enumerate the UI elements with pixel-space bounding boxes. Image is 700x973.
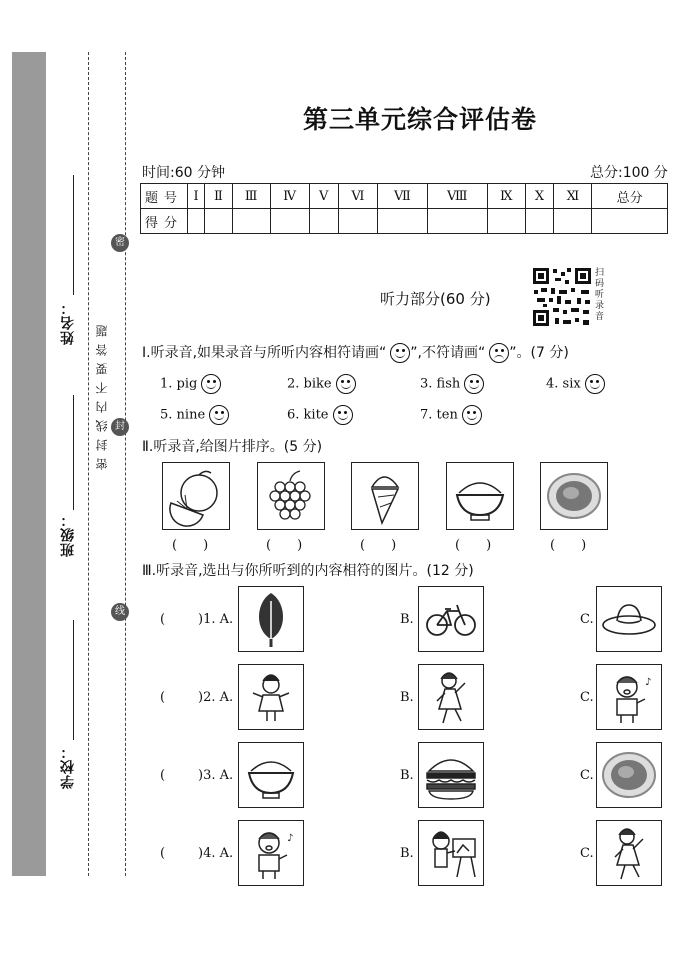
- section3-title: Ⅲ.听录音,选出与你所听到的内容相符的图片。(12 分): [142, 563, 474, 579]
- score-table: [140, 183, 668, 234]
- name-blank: [73, 175, 74, 295]
- section1-title-suffix: ”。(7 分): [509, 345, 569, 361]
- col-3: Ⅲ: [232, 184, 270, 209]
- listen-item-word: 6. kite: [287, 407, 329, 423]
- col-2: Ⅱ: [205, 184, 233, 209]
- score-cell: [427, 209, 487, 234]
- order-blank[interactable]: ( ): [550, 538, 587, 553]
- dashed-line-outer: [88, 52, 89, 876]
- class-blank: [73, 395, 74, 510]
- score-cell: [487, 209, 525, 234]
- score-cell: [592, 209, 668, 234]
- listen-item: [546, 374, 605, 394]
- score-cell: [270, 209, 309, 234]
- bicycle-image: [418, 586, 484, 652]
- seal-mark-mid: 封: [111, 418, 129, 436]
- col-6: Ⅵ: [338, 184, 377, 209]
- girl-drawing-image: [418, 820, 484, 886]
- col-11: Ⅺ: [554, 184, 592, 209]
- option-c-label: C.: [580, 612, 594, 627]
- score-cell: [205, 209, 233, 234]
- seal-mark-bottom: 线: [111, 603, 129, 621]
- rice-bowl-image: [446, 462, 514, 530]
- boy-singing-image: [596, 664, 662, 730]
- row-label-score: 得分: [141, 209, 188, 234]
- smiley-face-icon: [390, 343, 410, 363]
- orange-image: [162, 462, 230, 530]
- smiley-face-icon[interactable]: [462, 405, 482, 425]
- smiley-face-icon[interactable]: [201, 374, 221, 394]
- listen-item-word: 2. bike: [287, 376, 332, 392]
- order-blank[interactable]: ( ): [360, 538, 397, 553]
- question-number: )1. A.: [198, 612, 234, 627]
- name-label: 姓名：: [60, 300, 76, 345]
- answer-open-paren[interactable]: (: [160, 846, 166, 861]
- grapes-image: [257, 462, 325, 530]
- qr-code-icon: [531, 266, 593, 328]
- answer-open-paren[interactable]: (: [160, 690, 166, 705]
- seal-mark-top: 密: [111, 234, 129, 252]
- score-cell: [378, 209, 428, 234]
- option-b-label: B.: [400, 846, 414, 861]
- col-total: 总分: [592, 184, 668, 209]
- girl-dancing-2-image: [418, 664, 484, 730]
- qr-caption: 扫码听录音: [595, 268, 605, 322]
- listen-item-word: 1. pig: [160, 376, 198, 392]
- answer-open-paren[interactable]: (: [160, 612, 166, 627]
- listen-item-word: 4. six: [546, 376, 581, 392]
- answer-open-paren[interactable]: (: [160, 768, 166, 783]
- question-number: )2. A.: [198, 690, 234, 705]
- listen-item-word: 7. ten: [420, 407, 458, 423]
- smiley-face-icon[interactable]: [585, 374, 605, 394]
- smiley-face-icon[interactable]: [333, 405, 353, 425]
- option-c-label: C.: [580, 768, 594, 783]
- school-label: 学校：: [60, 744, 76, 789]
- boy-singing-image: [238, 820, 304, 886]
- smiley-face-icon[interactable]: [209, 405, 229, 425]
- section1-title-prefix: Ⅰ.听录音,如果录音与所听内容相符请画“: [142, 345, 387, 361]
- listen-item: [160, 374, 221, 394]
- smiley-face-icon[interactable]: [464, 374, 484, 394]
- row-label-question: 题号: [141, 184, 188, 209]
- smiley-face-icon[interactable]: [336, 374, 356, 394]
- section1-title: [142, 342, 569, 363]
- score-table-header-row: [141, 184, 668, 209]
- option-c-label: C.: [580, 846, 594, 861]
- listen-item: [287, 374, 356, 394]
- seal-notice: 密封线内不要答题: [95, 318, 109, 470]
- girl-dancing-image: [596, 820, 662, 886]
- egg-tart-image: [540, 462, 608, 530]
- listen-item-word: 3. fish: [420, 376, 461, 392]
- col-9: Ⅸ: [487, 184, 525, 209]
- sad-face-icon: [489, 343, 509, 363]
- score-cell: [309, 209, 338, 234]
- col-4: Ⅳ: [270, 184, 309, 209]
- listen-item-word: 5. nine: [160, 407, 206, 423]
- rice-bowl-image: [238, 742, 304, 808]
- score-table-score-row: [141, 209, 668, 234]
- tree-image: [238, 586, 304, 652]
- hamburger-image: [418, 742, 484, 808]
- order-blank[interactable]: ( ): [455, 538, 492, 553]
- col-10: Ⅹ: [525, 184, 554, 209]
- school-blank: [73, 620, 74, 740]
- svg-text:♪: ♪: [287, 833, 294, 844]
- listen-item: [160, 405, 229, 425]
- order-blank[interactable]: ( ): [172, 538, 209, 553]
- class-label: 班级：: [60, 512, 76, 557]
- hat-image: [596, 586, 662, 652]
- option-c-label: C.: [580, 690, 594, 705]
- question-number: )4. A.: [198, 846, 234, 861]
- score-cell: [554, 209, 592, 234]
- score-cell: [232, 209, 270, 234]
- listen-item: [420, 405, 482, 425]
- question-number: )3. A.: [198, 768, 234, 783]
- order-blank[interactable]: ( ): [266, 538, 303, 553]
- girl-dancing-image: [238, 664, 304, 730]
- option-b-label: B.: [400, 612, 414, 627]
- score-cell: [525, 209, 554, 234]
- dashed-line-inner: [125, 52, 126, 876]
- score-cell: [188, 209, 205, 234]
- col-7: Ⅶ: [378, 184, 428, 209]
- listen-item: [420, 374, 484, 394]
- section1-title-mid: ”,不符请画“: [410, 345, 486, 361]
- exam-title: 第三单元综合评估卷: [302, 105, 537, 134]
- score-cell: [338, 209, 377, 234]
- binding-strip: [12, 52, 46, 876]
- col-1: Ⅰ: [188, 184, 205, 209]
- listen-item: [287, 405, 353, 425]
- listening-heading: 听力部分(60 分): [380, 290, 491, 308]
- exam-total: 总分:100 分: [590, 165, 668, 181]
- exam-time: 时间:60 分钟: [142, 165, 225, 181]
- egg-tart-image: [596, 742, 662, 808]
- svg-text:♪: ♪: [645, 677, 652, 688]
- ice-cream-image: [351, 462, 419, 530]
- option-b-label: B.: [400, 690, 414, 705]
- col-5: Ⅴ: [309, 184, 338, 209]
- col-8: Ⅷ: [427, 184, 487, 209]
- option-b-label: B.: [400, 768, 414, 783]
- section2-title: Ⅱ.听录音,给图片排序。(5 分): [142, 439, 323, 455]
